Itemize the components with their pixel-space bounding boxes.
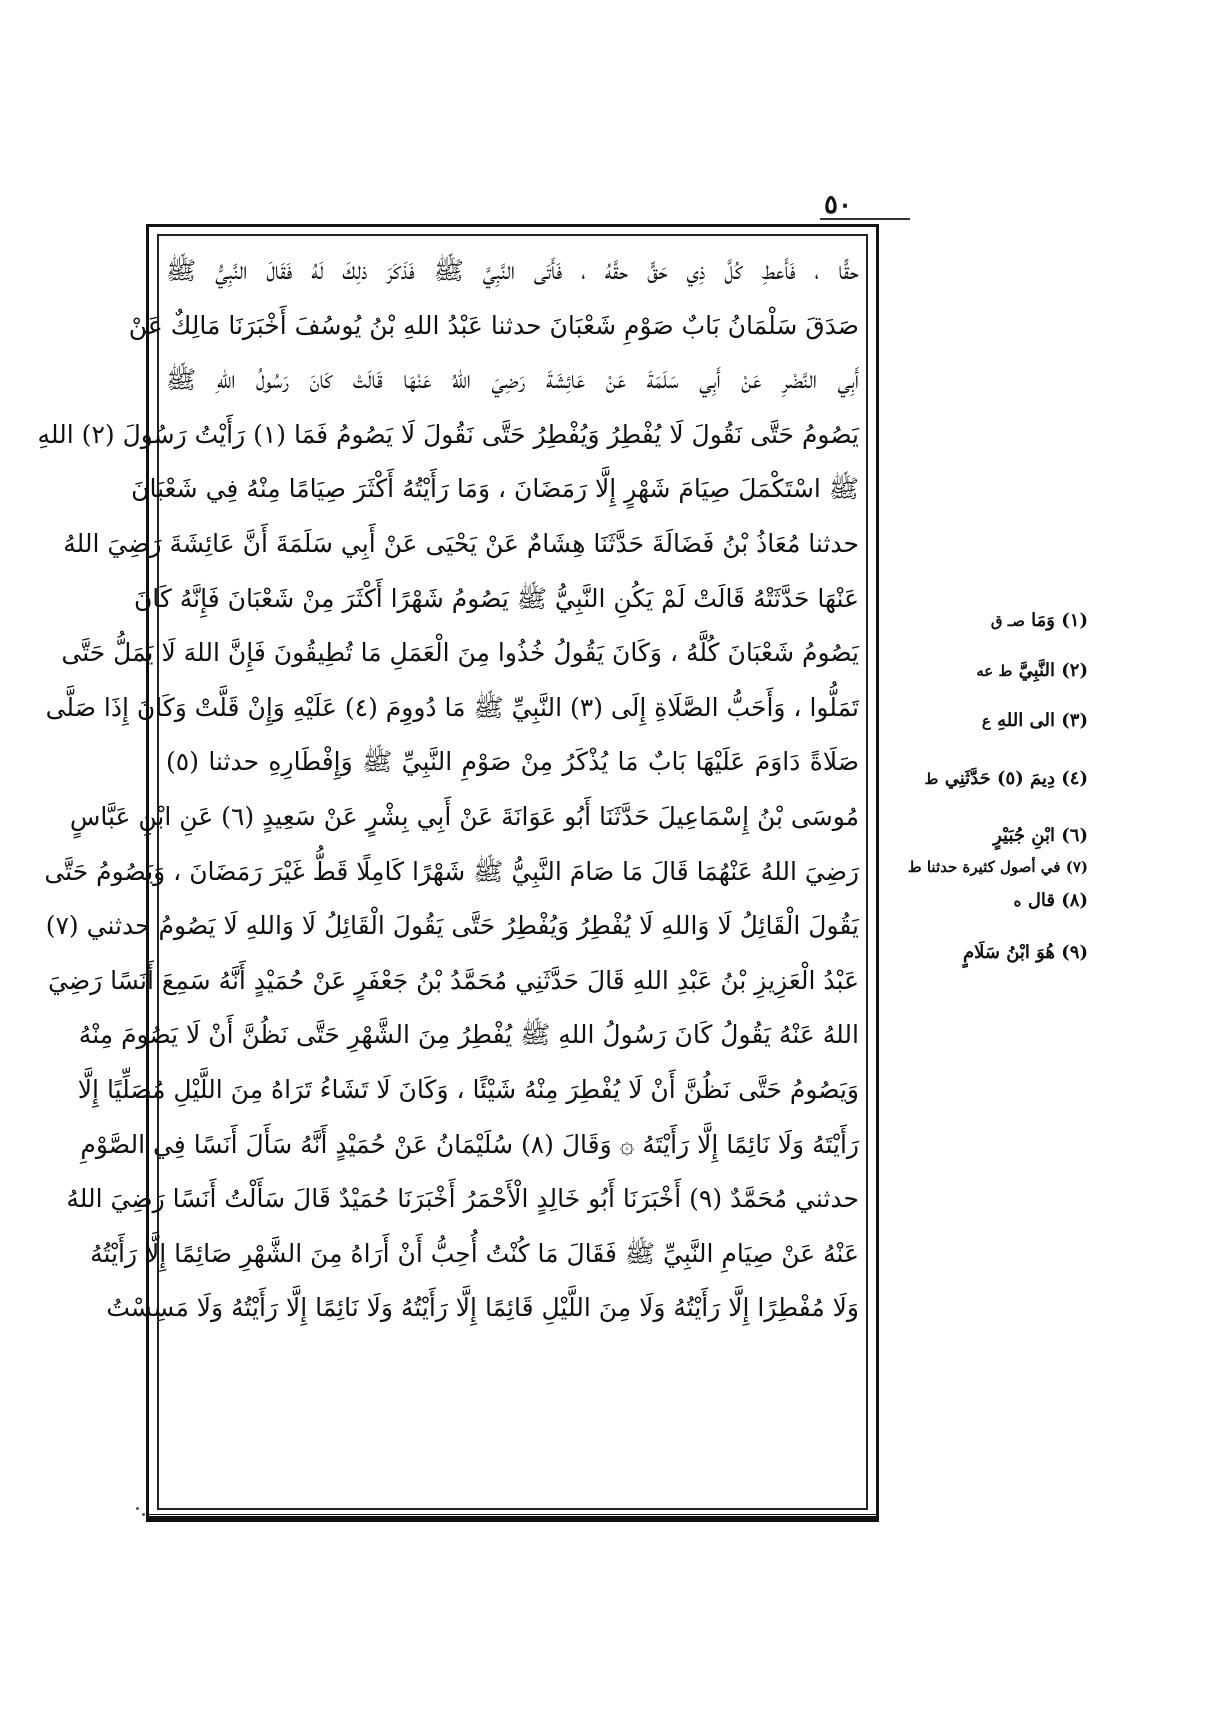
text-line: رَضِيَ اللهُ عَنْهُمَا قَالَ مَا صَامَ النَّبِيُّ ﷺ شَهْرًا كَامِلًا قَطُّ غَيْرَ رَمَضَانَ ، وَيَصُومُ حَتَّى	[44, 856, 859, 886]
footnote-marker: (٦)	[1061, 825, 1088, 846]
footnote-marker: (٢)	[1061, 660, 1088, 681]
footnote-text: الى اللهِ	[997, 710, 1055, 731]
footnote-marker: (١)	[1061, 610, 1088, 631]
text-line: يَقُولَ الْقَائِلُ لَا وَاللهِ لَا يُفْطِرُ وَيُفْطِرُ حَتَّى يَقُولَ الْقَائِلُ لَا وَاللهِ لَا يَصُومُ حدثني (٧)	[45, 911, 859, 941]
text-line: تَمَلُّوا ، وَأَحَبُّ الصَّلَاةِ إِلَى (٣) النَّبِيِّ ﷺ مَا دُووِمَ (٤) عَلَيْهِ وَإِنْ قَلَّتْ وَكَانَ إِذَا صَلَّى	[45, 692, 859, 722]
footnote-1	[888, 610, 1088, 631]
text-line: وَيَصُومُ حَتَّى نَظُنَّ أَنْ لَا يُفْطِرَ مِنْهُ شَيْئًا ، وَكَانَ لَا تَشَاءُ تَرَاهُ مِنَ اللَّيْلِ مُصَلِّيًا إِلَّا	[77, 1074, 859, 1104]
footnote-9	[888, 942, 1088, 963]
text-line: يَصُومُ شَعْبَانَ كُلَّهُ ، وَكَانَ يَقُولُ خُذُوا مِنَ الْعَمَلِ مَا تُطِيقُونَ فَإِنَّ اللهَ لَا يَمَلُّ حَتَّى	[61, 638, 859, 668]
text-line: اللهُ عَنْهُ يَقُولُ كَانَ رَسُولُ اللهِ ﷺ يُفْطِرُ مِنَ الشَّهْرِ حَتَّى نَظُنَّ أَنْ لَا يَصُومَ مِنْهُ	[78, 1020, 859, 1050]
text-line: ﷺ اسْتَكْمَلَ صِيَامَ شَهْرٍ إِلَّا رَمَضَانَ ، وَمَا رَأَيْتُهُ أَكْثَرَ صِيَامًا مِنْهُ فِي شَعْبَانَ	[131, 474, 859, 504]
footnote-source-mark: ط	[907, 858, 922, 876]
text-line: وَلَا مُفْطِرًا إِلَّا رَأَيْتُهُ وَلَا مِنَ اللَّيْلِ قَائِمًا إِلَّا رَأَيْتُهُ وَلَا نَائِمًا إِلَّا رَأَيْتُهُ وَلَا مَسِسْتُ	[106, 1293, 859, 1323]
footnote-3	[888, 710, 1088, 731]
footnote-marker: (٣)	[1061, 710, 1088, 731]
scan-speck	[142, 1513, 145, 1516]
footnote-marker: (٨)	[1061, 890, 1088, 911]
footnote-4-5	[888, 768, 1088, 789]
page-frame-bottom	[146, 1514, 879, 1522]
text-line: مُوسَى بْنُ إِسْمَاعِيلَ حَدَّثَنَا أَبُو عَوَانَةَ عَنْ أَبِي بِشْرٍ عَنْ سَعِيدٍ (٦) عَنِ ابْنِ عَبَّاسٍ	[69, 801, 859, 831]
footnote-text: وَمَا	[1031, 610, 1055, 631]
footnote-text: قال	[1027, 890, 1055, 911]
footnote-8	[888, 890, 1088, 911]
footnote-source-mark: صـ ق	[990, 612, 1025, 630]
text-line: صَلَاةً دَاوَمَ عَلَيْهَا بَابٌ مَا يُذْكَرُ مِنْ صَوْمِ النَّبِيِّ ﷺ وَإِفْطَارِهِ حدثنا (٥)	[166, 747, 859, 777]
footnote-source-mark: ه	[1013, 892, 1022, 910]
footnote-6	[888, 825, 1088, 846]
text-line: حدثني مُحَمَّدٌ (٩) أَخْبَرَنَا أَبُو خَالِدٍ الْأَحْمَرُ أَخْبَرَنَا حُمَيْدٌ قَالَ سَأَلْتُ أَنَسًا رَضِيَ اللهُ	[66, 1184, 859, 1214]
text-line: صَدَقَ سَلْمَانُ بَابٌ صَوْمِ شَعْبَانَ حدثنا عَبْدُ اللهِ بْنُ يُوسُفَ أَخْبَرَنَا مَالِكٌ عَنْ	[128, 310, 859, 340]
footnote-2	[888, 660, 1088, 681]
text-line: حدثنا مُعَاذُ بْنُ فَضَالَةَ حَدَّثَنَا هِشَامٌ عَنْ يَحْيَى عَنْ أَبِي سَلَمَةَ أَنَّ عَائِشَةَ رَضِيَ اللهُ	[63, 528, 859, 558]
footnote-marker: (٤) دِيمَ (٥)	[997, 768, 1088, 789]
scan-speck	[136, 1507, 139, 1510]
text-line: حقًّا ، فَأَعطِ كُلَّ ذِي حَقٍّ حقَّهُ ، فَأَتَى النَّبِيَّ ﷺ فَذَكَرَ ذلِكَ لَهُ فَقَالَ النَّبِيُّ ﷺ	[166, 256, 859, 285]
footnote-text: هُوَ ابْنُ سَلَامٍ	[962, 942, 1055, 963]
footnote-marker: (٩)	[1061, 942, 1088, 963]
top-rule	[820, 218, 910, 220]
footnote-source-mark: ع	[981, 712, 991, 730]
footnote-marker: (٧)	[1065, 858, 1088, 876]
text-line: أَبِي النَّضْرِ عَنْ أَبِي سَلَمَةَ عَنْ عَائِشَةَ رَضِيَ اللهُ عَنْهَا قَالَتْ كَانَ رَسُولُ اللهِ ﷺ	[166, 365, 859, 395]
main-text-block	[37, 244, 859, 1504]
text-line: عَنْهَا حَدَّثَتْهُ قَالَتْ لَمْ يَكُنِ النَّبِيُّ ﷺ يَصُومُ شَهْرًا أَكْثَرَ مِنْ شَعْبَانَ فَإِنَّهُ كَانَ	[133, 583, 859, 613]
footnote-text: في أصول كثيرة حدثنا	[926, 858, 1061, 876]
footnote-text: حَدَّثَنِي	[944, 768, 991, 789]
page-number: ٥٠	[824, 190, 852, 220]
text-line: يَصُومُ حَتَّى نَقُولَ لَا يُفْطِرُ وَيُفْطِرُ حَتَّى نَقُولَ لَا يَصُومُ فَمَا (١) رَأَيْتُ رَسُولَ (٢) اللهِ	[37, 419, 859, 449]
footnote-text: النَّبِيَّ	[1018, 660, 1055, 681]
text-line: عَبْدُ الْعَزِيزِ بْنُ عَبْدِ اللهِ قَالَ حَدَّثَنِي مُحَمَّدُ بْنُ جَعْفَرٍ عَنْ حُمَيْدٍ أَنَّهُ سَمِعَ أَنَسًا رَضِيَ	[48, 965, 859, 995]
footnote-source-mark: ط	[924, 770, 939, 788]
footnote-text: ابْنِ جُبَيْرٍ	[993, 825, 1055, 846]
footnote-source-mark: ط عه	[976, 662, 1013, 680]
footnote-7	[888, 858, 1088, 876]
text-line: عَنْهُ عَنْ صِيَامِ النَّبِيِّ ﷺ فَقَالَ مَا كُنْتُ أُحِبُّ أَنْ أَرَاهُ مِنَ الشَّهْرِ صَائِمًا إِلَّا رَأَيْتُهُ	[90, 1238, 859, 1268]
text-line: رَأَيْتَهُ وَلَا نَائِمًا إِلَّا رَأَيْتَهُ ۞ وَقَالَ (٨) سُلَيْمَانُ عَنْ حُمَيْدٍ أَنَّهُ سَأَلَ أَنَسًا فِي الصَّوْمِ	[80, 1129, 859, 1159]
